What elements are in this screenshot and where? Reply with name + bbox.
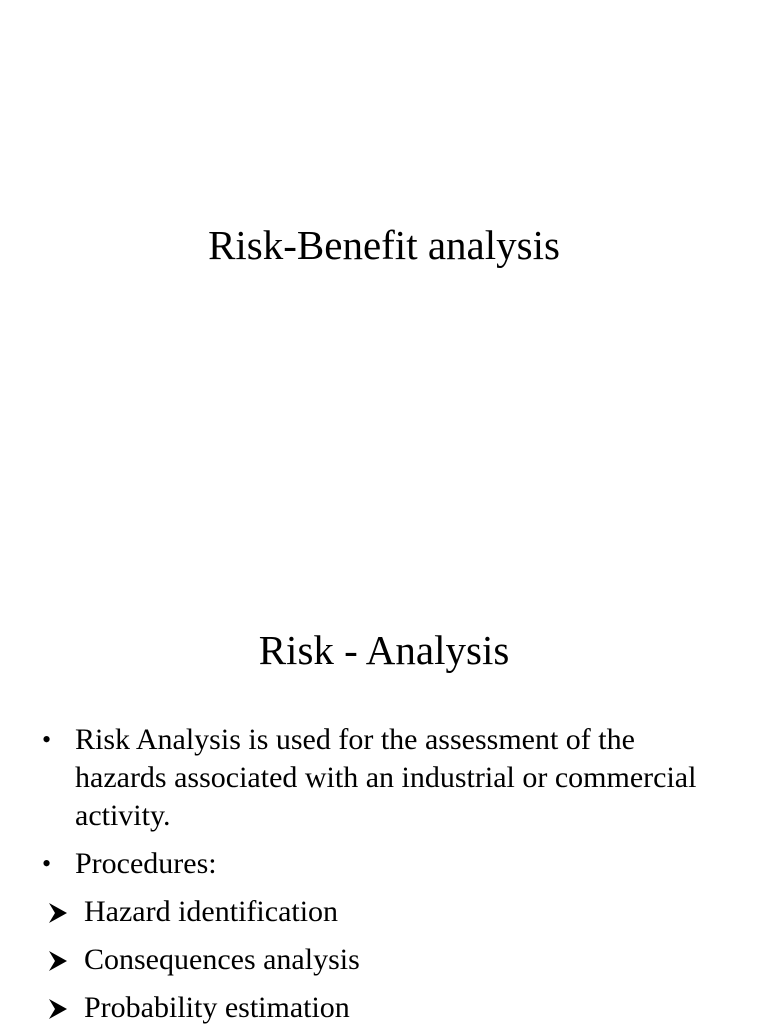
- bullet-list: [0, 721, 768, 1024]
- arrowhead-icon: [47, 902, 69, 924]
- bullet-dot-icon: •: [42, 725, 52, 754]
- list-item: [0, 989, 768, 1024]
- list-item: [0, 845, 768, 883]
- arrowhead-icon: [47, 950, 69, 972]
- list-item: [0, 893, 768, 931]
- list-item-text: Probability estimation: [84, 991, 350, 1024]
- slide-2: [0, 576, 768, 1024]
- list-item: [0, 941, 768, 979]
- list-item-text: Risk Analysis is used for the assessment of the hazards associated with an industrial or commercial activity.: [75, 723, 697, 832]
- slide-title: Risk - Analysis: [258, 627, 510, 673]
- list-item-text: Hazard identification: [84, 895, 339, 928]
- arrowhead-icon: [47, 998, 69, 1020]
- list-item-text: Procedures:: [75, 847, 217, 880]
- list-item-text: Consequences analysis: [84, 943, 360, 976]
- bullet-dot-icon: •: [42, 849, 52, 878]
- slide-title: Risk-Benefit analysis: [208, 222, 560, 268]
- list-item: [0, 721, 768, 835]
